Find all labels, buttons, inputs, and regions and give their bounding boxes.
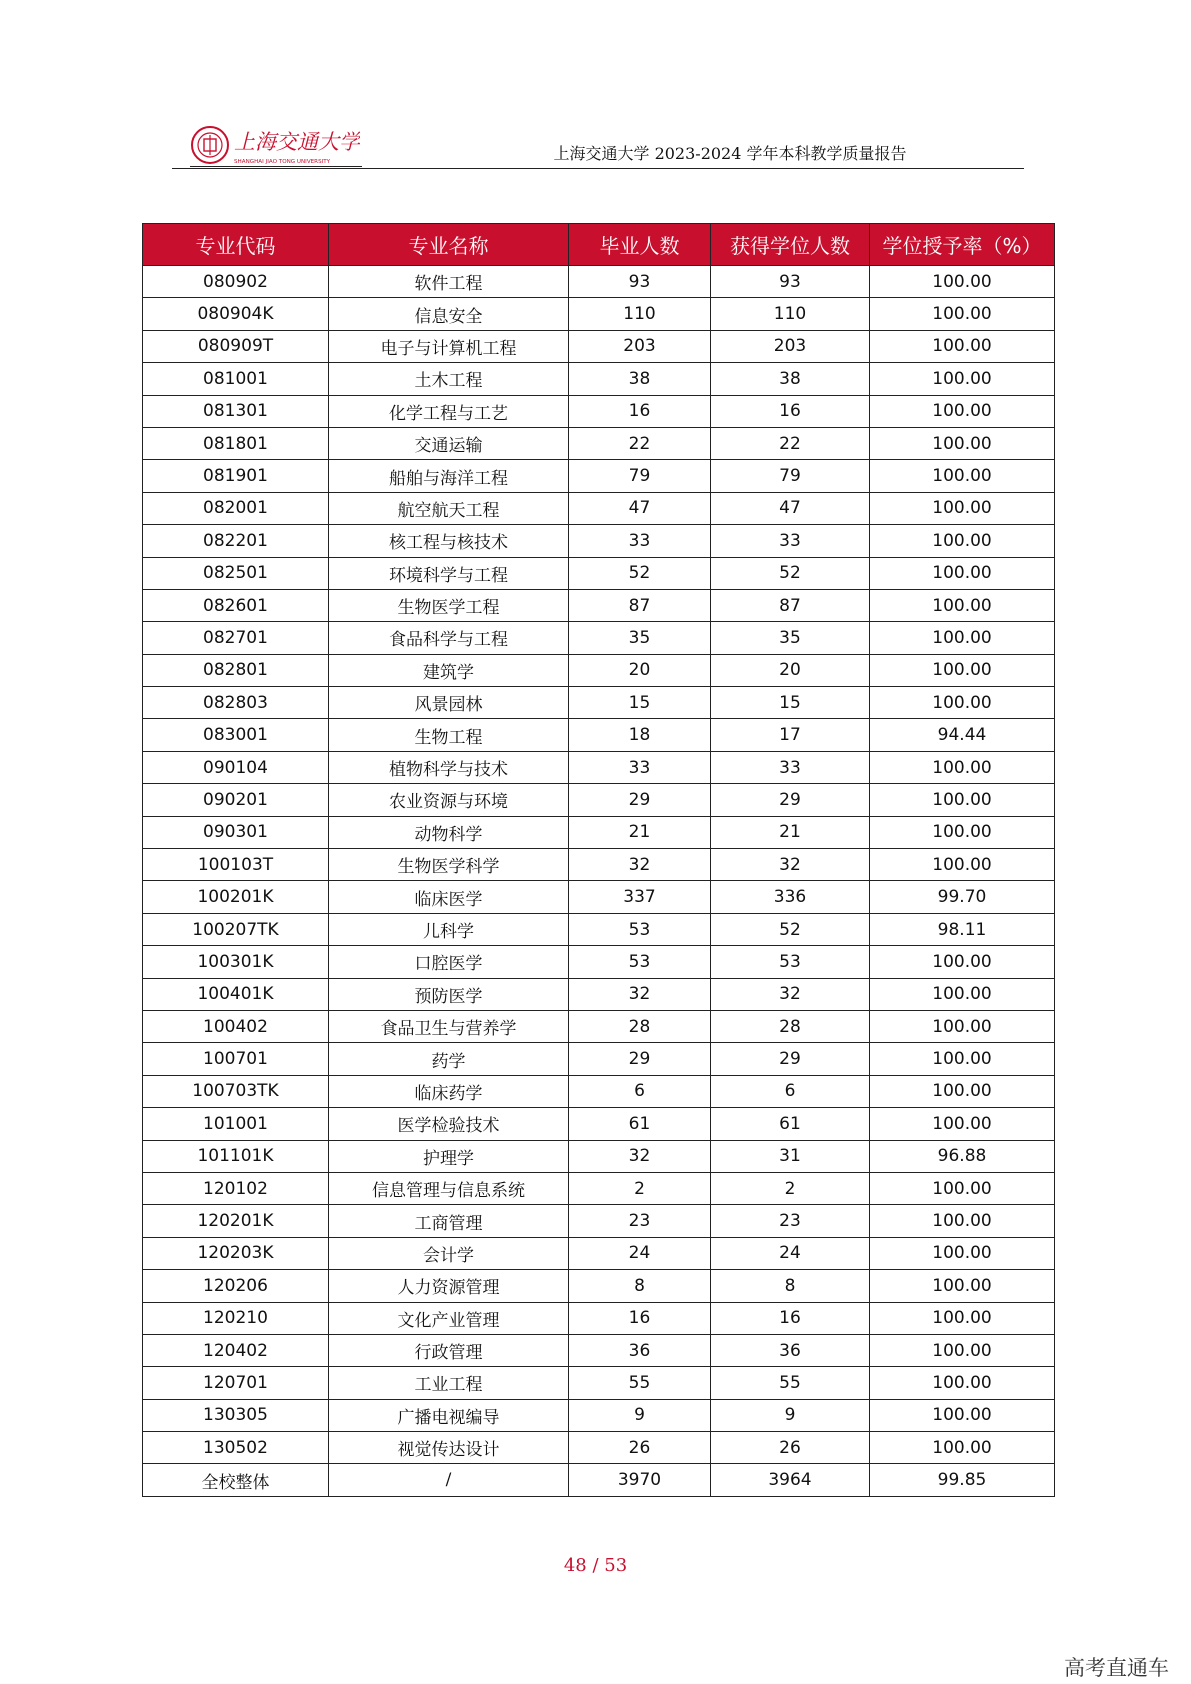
cell-award-rate: 100.00 [870,622,1055,654]
cell-graduates: 87 [569,589,711,621]
cell-graduates: 28 [569,1010,711,1042]
cell-degree-recipients: 35 [711,622,870,654]
cell-degree-recipients: 52 [711,557,870,589]
cell-major-code: 082201 [143,525,329,557]
cell-major-code: 100401K [143,978,329,1010]
cell-award-rate: 100.00 [870,654,1055,686]
table-body [143,266,1055,1497]
table-row [143,1172,1055,1204]
cell-degree-recipients: 110 [711,298,870,330]
cell-major-code: 100701 [143,1043,329,1075]
cell-major-code: 120210 [143,1302,329,1334]
logo-text-cn: 上海交通大学 [234,130,360,154]
cell-major-code: 081301 [143,395,329,427]
cell-award-rate: 100.00 [870,525,1055,557]
cell-award-rate: 100.00 [870,298,1055,330]
cell-degree-recipients: 20 [711,654,870,686]
cell-graduates: 337 [569,881,711,913]
cell-major-name: 人力资源管理 [329,1270,569,1302]
table-row [143,492,1055,524]
table-row [143,1432,1055,1464]
cell-award-rate: 100.00 [870,1432,1055,1464]
cell-graduates: 24 [569,1237,711,1269]
cell-graduates: 9 [569,1399,711,1431]
cell-graduates: 32 [569,849,711,881]
cell-graduates: 32 [569,978,711,1010]
university-logo-icon [190,125,360,169]
cell-major-name: / [329,1464,569,1496]
cell-major-name: 软件工程 [329,266,569,298]
cell-award-rate: 100.00 [870,266,1055,298]
cell-major-name: 信息安全 [329,298,569,330]
cell-major-name: 电子与计算机工程 [329,330,569,362]
cell-award-rate: 100.00 [870,687,1055,719]
cell-major-name: 食品卫生与营养学 [329,1010,569,1042]
cell-major-code: 090104 [143,751,329,783]
cell-graduates: 29 [569,784,711,816]
cell-major-code: 080904K [143,298,329,330]
cell-graduates: 8 [569,1270,711,1302]
cell-graduates: 32 [569,1140,711,1172]
cell-degree-recipients: 203 [711,330,870,362]
cell-major-code: 120402 [143,1334,329,1366]
table-row [143,978,1055,1010]
cell-award-rate: 100.00 [870,427,1055,459]
cell-major-code: 100207TK [143,913,329,945]
cell-major-code: 083001 [143,719,329,751]
cell-award-rate: 100.00 [870,1399,1055,1431]
cell-degree-recipients: 32 [711,978,870,1010]
cell-degree-recipients: 52 [711,913,870,945]
cell-major-name: 生物工程 [329,719,569,751]
cell-major-name: 临床医学 [329,881,569,913]
cell-major-name: 信息管理与信息系统 [329,1172,569,1204]
cell-degree-recipients: 15 [711,687,870,719]
cell-degree-recipients: 23 [711,1205,870,1237]
column-header-award-rate: 学位授予率（%） [870,224,1055,266]
cell-major-name: 工业工程 [329,1367,569,1399]
table-row [143,266,1055,298]
cell-award-rate: 100.00 [870,751,1055,783]
cell-major-code: 全校整体 [143,1464,329,1496]
cell-award-rate: 100.00 [870,395,1055,427]
cell-degree-recipients: 28 [711,1010,870,1042]
cell-major-code: 101101K [143,1140,329,1172]
cell-degree-recipients: 32 [711,849,870,881]
cell-degree-recipients: 55 [711,1367,870,1399]
cell-degree-recipients: 93 [711,266,870,298]
page-header [190,120,1030,170]
cell-award-rate: 100.00 [870,1010,1055,1042]
cell-major-code: 100402 [143,1010,329,1042]
cell-major-code: 120201K [143,1205,329,1237]
cell-major-name: 土木工程 [329,363,569,395]
table-row [143,1399,1055,1431]
cell-major-name: 预防医学 [329,978,569,1010]
cell-major-name: 视觉传达设计 [329,1432,569,1464]
cell-major-code: 100703TK [143,1075,329,1107]
cell-graduates: 22 [569,427,711,459]
table-row [143,427,1055,459]
cell-major-name: 临床药学 [329,1075,569,1107]
cell-major-name: 护理学 [329,1140,569,1172]
cell-graduates: 33 [569,525,711,557]
table-row [143,557,1055,589]
table-row [143,1043,1055,1075]
cell-degree-recipients: 38 [711,363,870,395]
cell-degree-recipients: 36 [711,1334,870,1366]
cell-major-name: 航空航天工程 [329,492,569,524]
cell-major-name: 交通运输 [329,427,569,459]
cell-major-code: 090301 [143,816,329,848]
cell-degree-recipients: 6 [711,1075,870,1107]
cell-major-code: 080902 [143,266,329,298]
cell-award-rate: 100.00 [870,557,1055,589]
table-row [143,298,1055,330]
cell-degree-recipients: 3964 [711,1464,870,1496]
cell-award-rate: 100.00 [870,1237,1055,1269]
table-row [143,913,1055,945]
cell-award-rate: 100.00 [870,1205,1055,1237]
table-row [143,946,1055,978]
cell-degree-recipients: 29 [711,1043,870,1075]
table-row [143,1075,1055,1107]
cell-degree-recipients: 29 [711,784,870,816]
cell-major-code: 082501 [143,557,329,589]
cell-graduates: 110 [569,298,711,330]
cell-major-name: 生物医学工程 [329,589,569,621]
cell-graduates: 55 [569,1367,711,1399]
cell-major-code: 082801 [143,654,329,686]
cell-degree-recipients: 33 [711,525,870,557]
cell-degree-recipients: 87 [711,589,870,621]
cell-major-code: 101001 [143,1108,329,1140]
table-row [143,330,1055,362]
cell-award-rate: 100.00 [870,816,1055,848]
table-row [143,395,1055,427]
table-row [143,1302,1055,1334]
cell-graduates: 203 [569,330,711,362]
cell-award-rate: 100.00 [870,849,1055,881]
cell-graduates: 52 [569,557,711,589]
table-row [143,1205,1055,1237]
cell-award-rate: 96.88 [870,1140,1055,1172]
cell-major-name: 文化产业管理 [329,1302,569,1334]
cell-major-code: 082701 [143,622,329,654]
column-header-degree-recipients: 获得学位人数 [711,224,870,266]
cell-degree-recipients: 2 [711,1172,870,1204]
cell-award-rate: 100.00 [870,589,1055,621]
cell-award-rate: 100.00 [870,330,1055,362]
cell-major-name: 建筑学 [329,654,569,686]
cell-major-code: 100201K [143,881,329,913]
cell-graduates: 2 [569,1172,711,1204]
cell-graduates: 36 [569,1334,711,1366]
cell-major-name: 广播电视编导 [329,1399,569,1431]
cell-major-name: 农业资源与环境 [329,784,569,816]
cell-degree-recipients: 24 [711,1237,870,1269]
cell-graduates: 26 [569,1432,711,1464]
table-row [143,751,1055,783]
cell-major-name: 食品科学与工程 [329,622,569,654]
cell-major-name: 会计学 [329,1237,569,1269]
cell-major-code: 080909T [143,330,329,362]
cell-major-name: 儿科学 [329,913,569,945]
cell-degree-recipients: 26 [711,1432,870,1464]
cell-major-code: 130305 [143,1399,329,1431]
cell-major-code: 120203K [143,1237,329,1269]
cell-major-code: 082601 [143,589,329,621]
cell-award-rate: 94.44 [870,719,1055,751]
cell-graduates: 35 [569,622,711,654]
table-row [143,622,1055,654]
cell-graduates: 47 [569,492,711,524]
cell-major-code: 081801 [143,427,329,459]
cell-award-rate: 100.00 [870,460,1055,492]
cell-degree-recipients: 79 [711,460,870,492]
cell-award-rate: 100.00 [870,1367,1055,1399]
cell-degree-recipients: 16 [711,395,870,427]
cell-award-rate: 100.00 [870,1270,1055,1302]
cell-major-code: 082803 [143,687,329,719]
cell-graduates: 16 [569,395,711,427]
cell-graduates: 15 [569,687,711,719]
cell-graduates: 38 [569,363,711,395]
cell-major-code: 130502 [143,1432,329,1464]
cell-major-name: 药学 [329,1043,569,1075]
cell-major-code: 100103T [143,849,329,881]
degree-award-table [142,223,1055,1497]
column-header-graduates: 毕业人数 [569,224,711,266]
cell-graduates: 3970 [569,1464,711,1496]
cell-award-rate: 100.00 [870,1043,1055,1075]
cell-award-rate: 100.00 [870,492,1055,524]
cell-degree-recipients: 9 [711,1399,870,1431]
table-row [143,784,1055,816]
cell-degree-recipients: 21 [711,816,870,848]
table-row [143,654,1055,686]
cell-degree-recipients: 47 [711,492,870,524]
header-divider [172,168,1024,169]
cell-degree-recipients: 33 [711,751,870,783]
table-row [143,525,1055,557]
cell-graduates: 20 [569,654,711,686]
cell-graduates: 18 [569,719,711,751]
cell-graduates: 79 [569,460,711,492]
cell-degree-recipients: 8 [711,1270,870,1302]
cell-degree-recipients: 61 [711,1108,870,1140]
cell-graduates: 93 [569,266,711,298]
table-row [143,1270,1055,1302]
cell-major-name: 植物科学与技术 [329,751,569,783]
cell-major-code: 120701 [143,1367,329,1399]
table-row [143,849,1055,881]
column-header-major-code: 专业代码 [143,224,329,266]
cell-major-code: 100301K [143,946,329,978]
cell-degree-recipients: 16 [711,1302,870,1334]
logo-text-en: SHANGHAI JIAO TONG UNIVERSITY [234,159,331,165]
cell-major-name: 工商管理 [329,1205,569,1237]
cell-major-code: 081901 [143,460,329,492]
cell-award-rate: 100.00 [870,946,1055,978]
cell-major-code: 120102 [143,1172,329,1204]
cell-graduates: 21 [569,816,711,848]
cell-major-name: 化学工程与工艺 [329,395,569,427]
page-number: 48 / 53 [563,1555,628,1576]
cell-major-name: 行政管理 [329,1334,569,1366]
cell-degree-recipients: 17 [711,719,870,751]
watermark: 高考直通车 [1064,1656,1169,1680]
cell-major-code: 090201 [143,784,329,816]
cell-graduates: 29 [569,1043,711,1075]
cell-award-rate: 100.00 [870,1302,1055,1334]
cell-major-name: 生物医学科学 [329,849,569,881]
table-row [143,363,1055,395]
table-row [143,687,1055,719]
table-row [143,1464,1055,1496]
cell-award-rate: 100.00 [870,1172,1055,1204]
cell-award-rate: 100.00 [870,363,1055,395]
table-row [143,1108,1055,1140]
cell-major-code: 082001 [143,492,329,524]
cell-degree-recipients: 31 [711,1140,870,1172]
column-header-major-name: 专业名称 [329,224,569,266]
table-row [143,1367,1055,1399]
cell-major-name: 环境科学与工程 [329,557,569,589]
cell-graduates: 33 [569,751,711,783]
table-row [143,881,1055,913]
cell-major-name: 动物科学 [329,816,569,848]
cell-award-rate: 99.70 [870,881,1055,913]
cell-major-name: 医学检验技术 [329,1108,569,1140]
cell-graduates: 53 [569,946,711,978]
cell-major-name: 核工程与核技术 [329,525,569,557]
cell-award-rate: 98.11 [870,913,1055,945]
cell-graduates: 6 [569,1075,711,1107]
cell-graduates: 16 [569,1302,711,1334]
cell-award-rate: 100.00 [870,1334,1055,1366]
table-row [143,1237,1055,1269]
cell-degree-recipients: 336 [711,881,870,913]
cell-major-name: 船舶与海洋工程 [329,460,569,492]
cell-graduates: 61 [569,1108,711,1140]
cell-graduates: 53 [569,913,711,945]
table-row [143,589,1055,621]
table-row [143,1140,1055,1172]
cell-major-code: 120206 [143,1270,329,1302]
table-row [143,816,1055,848]
cell-graduates: 23 [569,1205,711,1237]
cell-award-rate: 100.00 [870,1075,1055,1107]
cell-major-name: 口腔医学 [329,946,569,978]
cell-award-rate: 100.00 [870,978,1055,1010]
table-row [143,1334,1055,1366]
cell-degree-recipients: 22 [711,427,870,459]
cell-degree-recipients: 53 [711,946,870,978]
cell-award-rate: 100.00 [870,1108,1055,1140]
header-divider-short [190,166,362,167]
table-header-row [143,224,1055,266]
table-row [143,719,1055,751]
cell-major-code: 081001 [143,363,329,395]
table-row [143,460,1055,492]
cell-major-name: 风景园林 [329,687,569,719]
cell-award-rate: 99.85 [870,1464,1055,1496]
table-row [143,1010,1055,1042]
report-title: 上海交通大学 2023-2024 学年本科教学质量报告 [553,144,907,163]
cell-award-rate: 100.00 [870,784,1055,816]
